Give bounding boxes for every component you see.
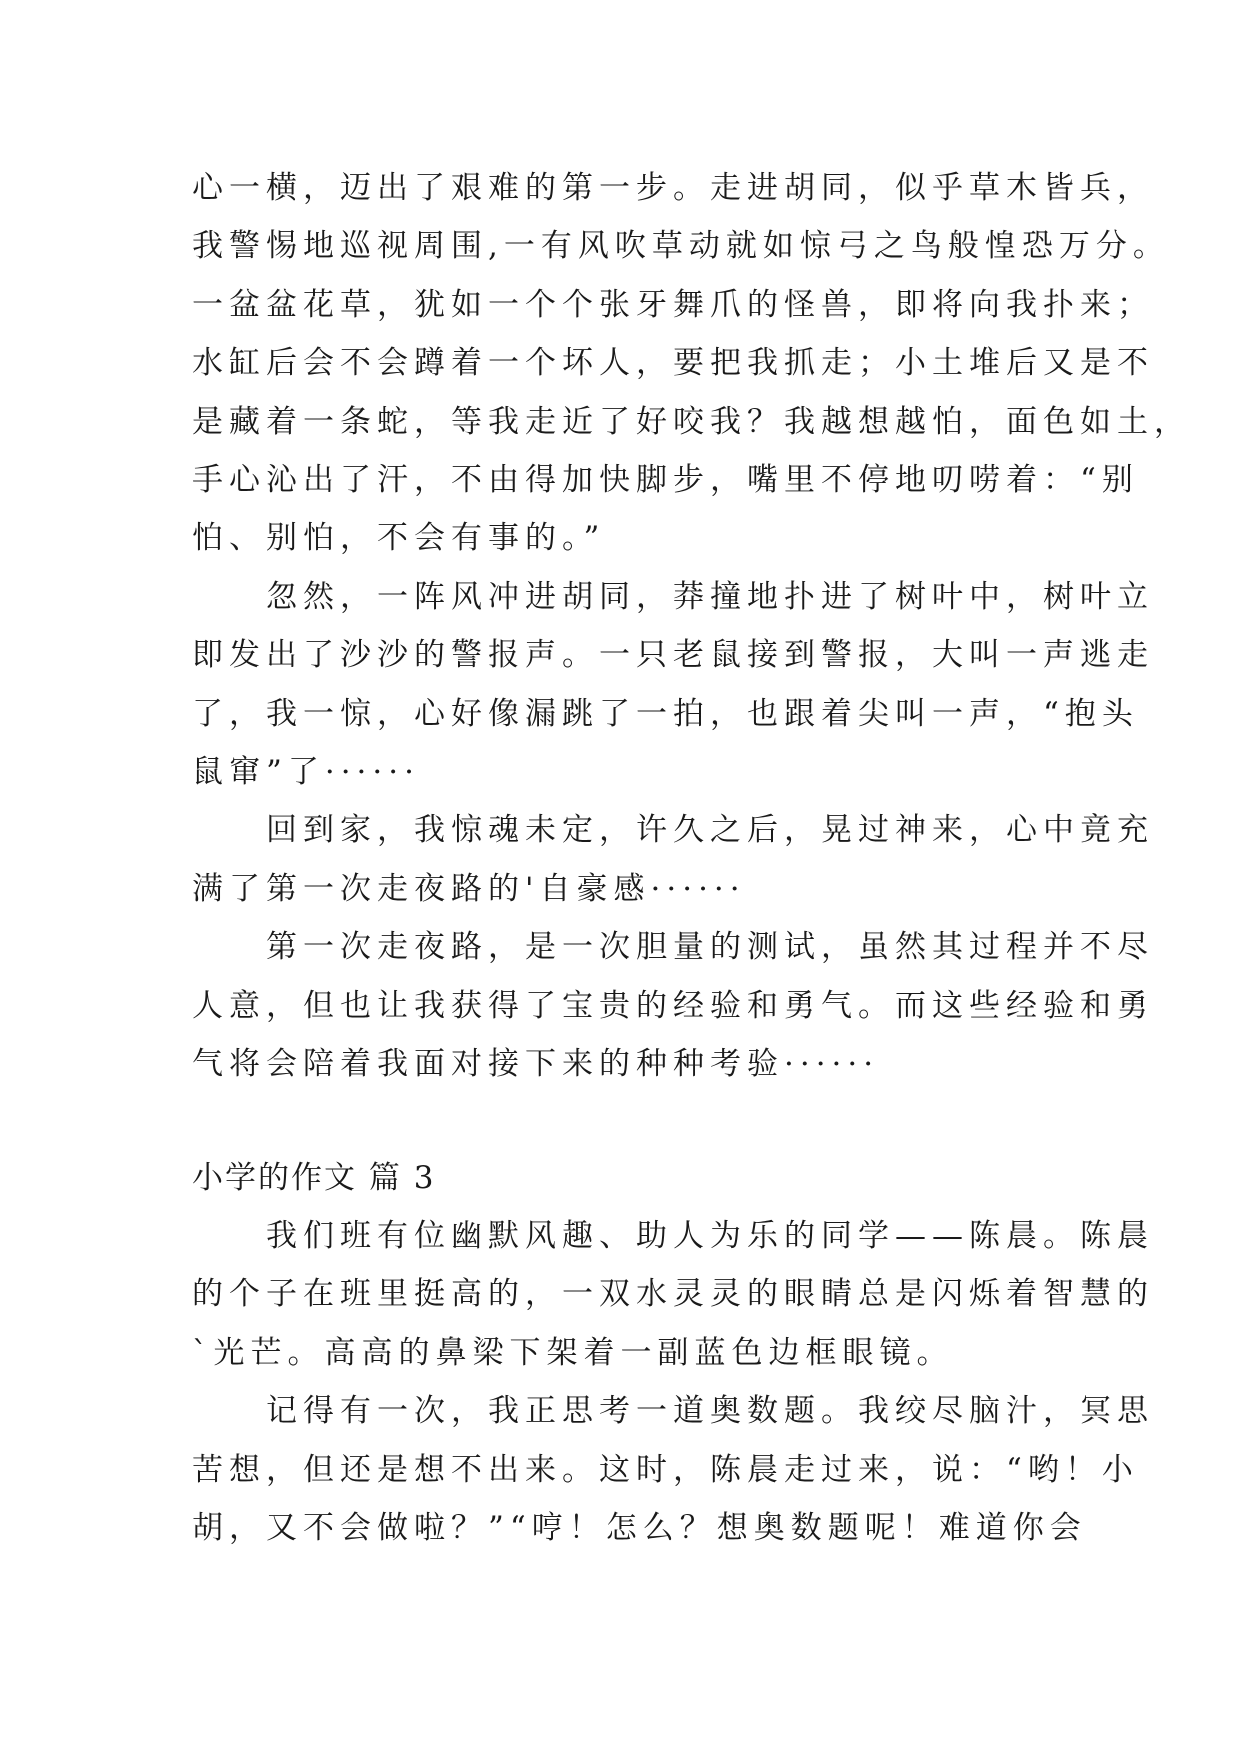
text-line: 满了第一次走夜路的'自豪感······ [192,871,746,907]
text-line: 手心沁出了汗，不由得加快脚步，嘴里不停地叨唠着：“别 [192,462,1139,498]
text-line: 人意，但也让我获得了宝贵的经验和勇气。而这些经验和勇 [192,988,1154,1024]
text-line: 忽然，一阵风冲进胡同，莽撞地扑进了树叶中，树叶立 [192,579,1154,615]
text-line: 鼠窜”了······ [192,754,420,790]
text-line: 记得有一次，我正思考一道奥数题。我绞尽脑汁，冥思 [192,1393,1154,1429]
text-line: 水缸后会不会蹲着一个坏人，要把我抓走；小土堆后又是不 [192,345,1154,381]
text-line: 的个子在班里挺高的，一双水灵灵的眼睛总是闪烁着智慧的 [192,1276,1154,1312]
text-line: 一盆盆花草，犹如一个个张牙舞爪的怪兽，即将向我扑来； [192,287,1154,323]
text-line: 是藏着一条蛇，等我走近了好咬我？我越想越怕，面色如土， [192,404,1191,440]
text-line: 第一次走夜路，是一次胆量的测试，虽然其过程并不尽 [192,929,1154,965]
text-line: 我警惕地巡视周围,一有风吹草动就如惊弓之鸟般惶恐万分。 [192,228,1170,264]
text-line: 心一横，迈出了艰难的第一步。走进胡同，似乎草木皆兵， [192,170,1154,206]
section-heading: 小学的作文 篇 3 [192,1160,436,1196]
text-line: `光芒。高高的鼻梁下架着一副蓝色边框眼镜。 [192,1335,954,1371]
text-line: 苦想，但还是想不出来。这时，陈晨走过来，说：“哟！小 [192,1452,1139,1488]
text-line: 怕、别怕，不会有事的。” [192,520,606,556]
text-line: 回到家，我惊魂未定，许久之后，晃过神来，心中竟充 [192,812,1154,848]
text-line: 我们班有位幽默风趣、助人为乐的同学——陈晨。陈晨 [192,1218,1154,1254]
text-line: 胡，又不会做啦？”“哼！怎么？想奥数题呢！难道你会 [192,1510,1087,1546]
text-line: 即发出了沙沙的警报声。一只老鼠接到警报，大叫一声逃走 [192,637,1154,673]
text-line: 气将会陪着我面对接下来的种种考验······ [192,1046,880,1082]
text-line: 了，我一惊，心好像漏跳了一拍，也跟着尖叫一声，“抱头 [192,696,1139,732]
